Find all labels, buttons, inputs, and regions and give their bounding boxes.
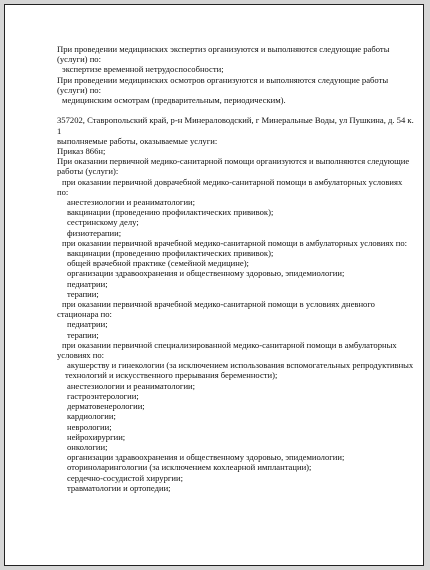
list-item: педиатрии;	[67, 278, 108, 289]
list-item: неврологии;	[67, 421, 112, 432]
list-item: дерматовенерологии;	[67, 401, 145, 412]
list-item: травматологии и ортопедии;	[67, 482, 171, 493]
address-line: 357202, Ставропольский край, р-н Минераловодский, г Минеральные Воды, ул Пушкина, д. 54 к.	[57, 115, 414, 126]
list-item: акушерству и гинекологии (за исключением использования вспомогательных репродуктивных	[67, 360, 414, 371]
list-item: вакцинации (проведению профилактических прививок);	[67, 207, 274, 218]
text-line: При оказании первичной медико-санитарной помощи организуются и выполняются следующие	[57, 156, 410, 167]
list-item: общей врачебной практике (семейной медицине);	[67, 258, 249, 269]
document-page	[4, 4, 424, 566]
text-line: при оказании первичной врачебной медико-санитарной помощи в амбулаторных условиях по:	[62, 237, 408, 248]
list-item: вакцинации (проведению профилактических прививок);	[67, 248, 274, 259]
text-line: выполняемые работы, оказываемые услуги:	[57, 135, 218, 146]
text-line: при оказании первичной доврачебной медико-санитарной помощи в амбулаторных условиях	[62, 176, 403, 187]
list-item: педиатрии;	[67, 319, 108, 330]
list-item: оториноларингологии (за исключением кохлеарной имплантации);	[67, 462, 312, 473]
list-item: кардиологии;	[67, 411, 116, 422]
list-item: сердечно-сосудистой хирургии;	[67, 472, 184, 483]
list-item: анестезиологии и реаниматологии;	[67, 197, 196, 208]
blank-line	[57, 105, 397, 115]
list-item: организации здравоохранения и общественному здоровью, эпидемиологии;	[67, 268, 345, 279]
list-item: нейрохирургии;	[67, 431, 126, 442]
document-body	[57, 44, 414, 493]
text-line: При проведении медицинских осмотров организуются и выполняются следующие работы	[57, 74, 389, 85]
text-line: при оказании первичной врачебной медико-санитарной помощи в условиях дневного	[62, 299, 375, 310]
text-line: Приказ 866н;	[57, 146, 106, 157]
text-line: условиях по:	[57, 350, 105, 361]
list-item: технологий и искусственного прерывания беременности);	[65, 370, 278, 381]
list-item: сестринскому делу;	[67, 217, 139, 228]
text-line: по:	[57, 186, 69, 197]
list-item: терапии;	[67, 329, 99, 340]
list-item: терапии;	[67, 288, 99, 299]
text-line: при оказании первичной специализированной медико-санитарной помощи в амбулаторных	[62, 339, 397, 350]
text-line: медицинским осмотрам (предварительным, периодическим).	[62, 95, 286, 106]
address-line: 1	[57, 125, 62, 136]
list-item: анестезиологии и реаниматологии;	[67, 380, 196, 391]
text-line: При проведении медицинских экспертиз организуются и выполняются следующие работы	[57, 44, 390, 54]
text-line: (услуги) по:	[57, 84, 101, 95]
list-item: гастроэнтерологии;	[67, 390, 139, 401]
text-line: стационара по:	[57, 309, 112, 320]
list-item: организации здравоохранения и общественному здоровью, эпидемиологии;	[67, 452, 345, 463]
text-line: (услуги) по:	[57, 54, 101, 65]
text-line: работы (услуги):	[57, 166, 119, 177]
list-item: онкологии;	[67, 441, 108, 452]
text-line: экспертизе временной нетрудоспособности;	[62, 64, 224, 75]
list-item: физиотерапии;	[67, 227, 122, 238]
